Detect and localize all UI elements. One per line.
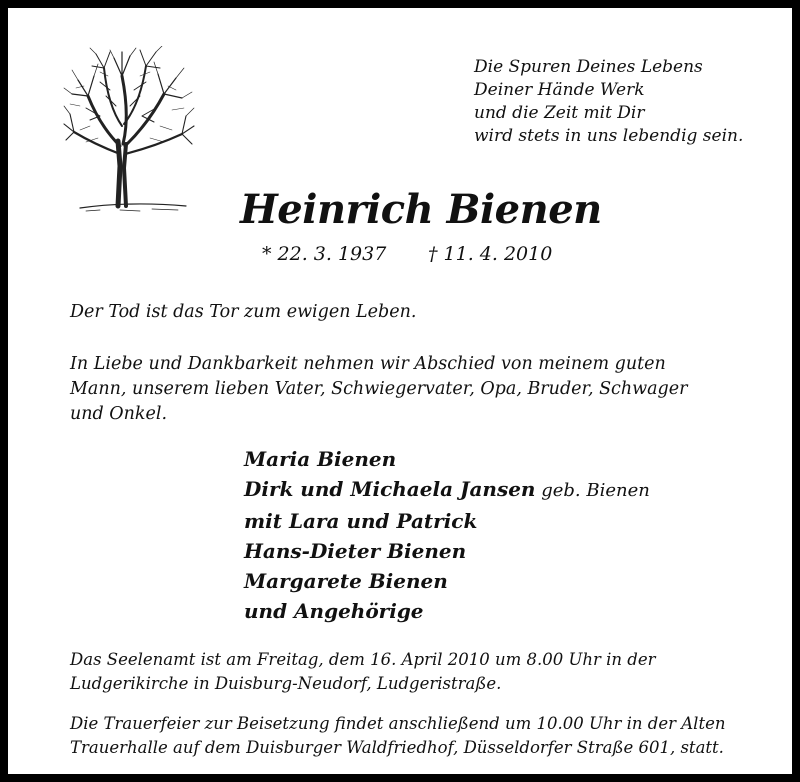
family-member: Hans-Dieter Bienen [244,539,467,563]
poem-line: und die Zeit mit Dir [474,103,645,123]
poem-line: wird stets in uns lebendig sein. [474,126,744,146]
farewell-line: In Liebe und Dankbarkeit nehmen wir Abschied von meinem guten [70,354,666,374]
requiem-line: Das Seelenamt ist am Freitag, dem 16. April 2010 um 8.00 Uhr in der [70,650,656,669]
funeral-line: Trauerhalle auf dem Duisburger Waldfriedhof, Düsseldorfer Straße 601, statt. [70,738,724,757]
quote [70,300,416,325]
poem-line: Die Spuren Deines Lebens [474,57,703,77]
birth-date: * 22. 3. 1937 [262,243,387,265]
family-member: Maria Bienen [244,447,397,471]
memorial-poem [474,56,743,148]
farewell-text [70,352,687,427]
quote-line: Der Tod ist das Tor zum ewigen Leben. [70,302,417,322]
funeral-line: Die Trauerfeier zur Beisetzung findet anschließend um 10.00 Uhr in der Alten [70,714,726,733]
life-dates [8,243,800,267]
tree-illustration [60,46,198,216]
family-member: und Angehörige [244,599,424,623]
requiem-line: Ludgerikirche in Duisburg-Neudorf, Ludgeristraße. [70,674,502,693]
deceased-name: Heinrich Bienen [240,186,602,233]
family-member: mit Lara und Patrick [244,509,478,533]
family-member: Margarete Bienen [244,569,448,593]
funeral-info [70,712,725,760]
farewell-line: Mann, unserem lieben Vater, Schwiegervater, Opa, Bruder, Schwager [70,379,688,399]
family-list [244,444,650,626]
death-date: † 11. 4. 2010 [428,243,553,265]
requiem-info [70,648,656,696]
farewell-line: und Onkel. [70,404,168,424]
family-member: Dirk und Michaela Jansen [244,477,536,501]
poem-line: Deiner Hände Werk [474,80,645,100]
maiden-name-note: geb. Bienen [535,480,650,501]
